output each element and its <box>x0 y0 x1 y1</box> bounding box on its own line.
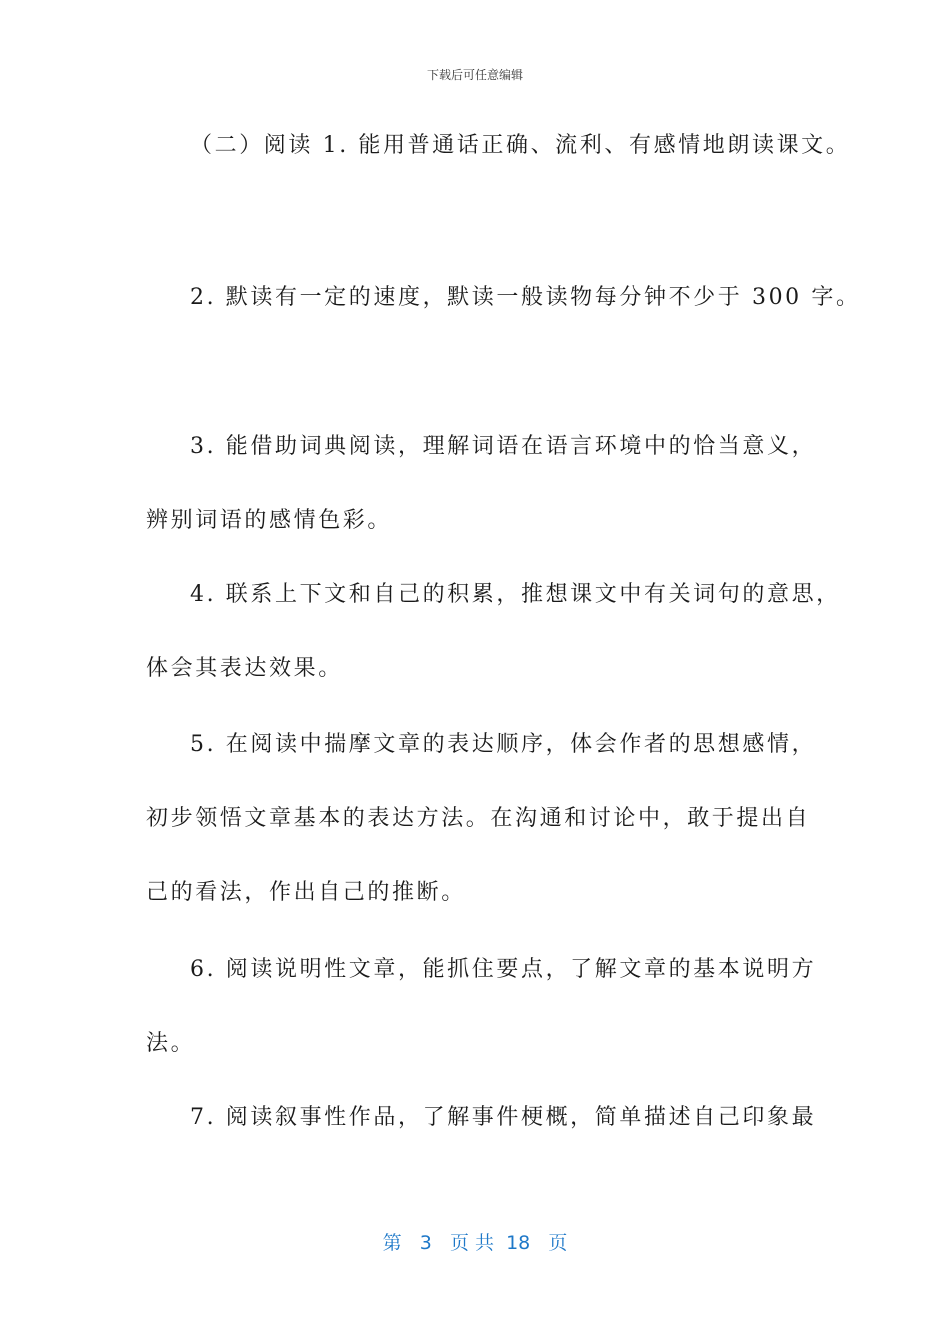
footer-suffix: 页 <box>548 1232 568 1254</box>
paragraph-line: 7. 阅读叙事性作品，了解事件梗概，简单描述自己印象最 <box>190 1105 817 1130</box>
paragraph-line: （二）阅读 1. 能用普通话正确、流利、有感情地朗读课文。 <box>190 133 851 158</box>
paragraph-line: 初步领悟文章基本的表达方法。在沟通和讨论中，敢于提出自 <box>146 806 811 831</box>
paragraph-line: 4. 联系上下文和自己的积累，推想课文中有关词句的意思， <box>190 582 841 607</box>
footer-page-number: 3 <box>419 1232 432 1254</box>
footer-prefix: 第 <box>382 1232 402 1254</box>
page-footer <box>0 1228 950 1255</box>
paragraph-line: 体会其表达效果。 <box>146 656 343 681</box>
footer-middle: 页 共 <box>449 1232 494 1254</box>
paragraph-line: 3. 能借助词典阅读，理解词语在语言环境中的恰当意义， <box>190 434 817 459</box>
footer-total-pages: 18 <box>506 1232 531 1254</box>
paragraph-line: 2. 默读有一定的速度，默读一般读物每分钟不少于 300 字。 <box>190 285 861 310</box>
paragraph-line: 己的看法，作出自己的推断。 <box>146 880 466 905</box>
paragraph-line: 辨别词语的感情色彩。 <box>146 508 393 533</box>
paragraph-line: 法。 <box>146 1031 196 1056</box>
paragraph-line: 6. 阅读说明性文章，能抓住要点，了解文章的基本说明方 <box>190 957 817 982</box>
paragraph-line: 5. 在阅读中揣摩文章的表达顺序，体会作者的思想感情， <box>190 732 817 757</box>
page-header: 下载后可任意编辑 <box>426 68 523 82</box>
